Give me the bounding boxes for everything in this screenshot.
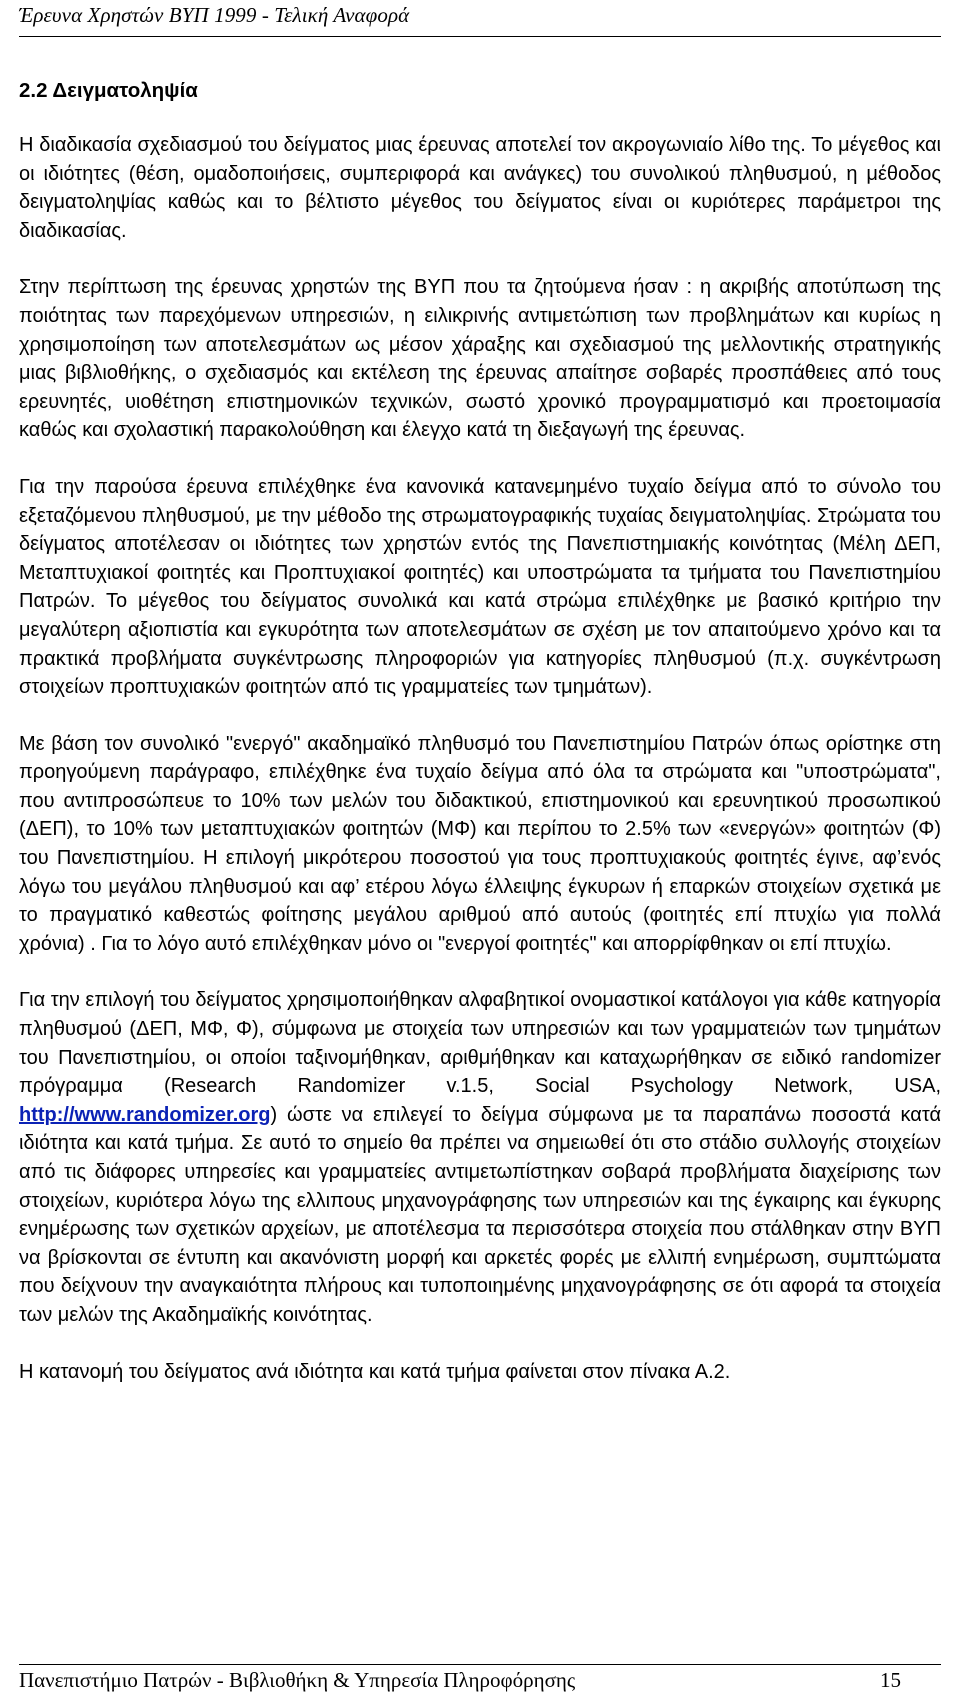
- paragraph-4: Με βάση τον συνολικό "ενεργό" ακαδημαϊκό πληθυσμό του Πανεπιστημίου Πατρών όπως ορίστηκε στη προηγούμενη παράγραφο, επιλέχθηκε ένα τυχαίο δείγμα από όλα τα στρώματα και "υποστρώματα", που αντιπροσώπευε το 10% των μελών του διδακτικού, επιστημονικού και ερευνητικού προσωπικού (ΔΕΠ), το 10% των μεταπτυχιακών φοιτητών (ΜΦ) και περίπου το 2.5% των «ενεργών» φοιτητών (Φ) του Πανεπιστημίου. Η επιλογή μικρότερου ποσοστού για τους προπτυχιακούς φοιτητές έγινε, αφ’ενός λόγω του μεγάλου πληθυσμού και αφ’ ετέρου λόγω έλλειψης έγκυρων ή επαρκών στοιχείων σχετικά με το πραγματικό καθεστώς φοίτησης μεγάλου αριθμού από αυτούς (φοιτητές επί πτυχίω για πολλά χρόνια) . Για το λόγο αυτό επιλέχθηκαν μόνο οι "ενεργοί φοιτητές" και απορρίφθηκαν οι επί πτυχίω.: [19, 732, 941, 955]
- paragraph-5: [19, 986, 941, 1329]
- page-number: 15: [880, 1668, 901, 1692]
- section-title: 2.2 Δειγματοληψία: [19, 79, 198, 102]
- paragraph-6: Η κατανομή του δείγματος ανά ιδιότητα και κατά τμήμα φαίνεται στον πίνακα Α.2.: [19, 1360, 731, 1383]
- randomizer-link[interactable]: http://www.randomizer.org: [19, 1103, 271, 1126]
- footer-text: Πανεπιστήμιο Πατρών - Βιβλιοθήκη & Υπηρεσία Πληροφόρησης: [19, 1668, 576, 1692]
- paragraph-2: Στην περίπτωση της έρευνας χρηστών της ΒΥΠ που τα ζητούμενα ήσαν : η ακριβής αποτύπωση της ποιότητας των παρεχόμενων υπηρεσιών, η ειλικρινής αντιμετώπιση των προβλημάτων και κυρίως η χρησιμοποίηση των αποτελεσμάτων ως μέσον χάραξης και σχεδιασμού της μελλοντικής στρατηγικής μιας βιβλιοθήκης, ο σχεδιασμός και εκτέλεση της έρευνας απαίτησε σοβαρές προσπάθειες από τους ερευνητές, υιοθέτηση επιστημονικών τεχνικών, σωστό χρονικό προγραμματισμό και προετοιμασία καθώς και σχολαστική παρακολούθηση και έλεγχο κατά τη διεξαγωγή της έρευνας.: [19, 276, 941, 442]
- page-content: [19, 77, 941, 1414]
- paragraph-3: Για την παρούσα έρευνα επιλέχθηκε ένα κανονικά κατανεμημένο τυχαίο δείγμα από το σύνολο του εξεταζόμενου πληθυσμού, με την μέθοδο της στρωματογραφικής τυχαίας δειγματοληψίας. Στρώματα του δείγματος αποτέλεσαν οι ιδιότητες των χρηστών εντός της Πανεπιστημιακής κοινότητας (Μέλη ΔΕΠ, Μεταπτυχιακοί φοιτητές και Προπτυχιακοί φοιτητές) και υποστρώματα τα τμήματα του Πανεπιστημίου Πατρών. Το μέγεθος του δείγματος συνολικά και κατά στρώμα επιλέχθηκε με βασικό κριτήριο την μεγαλύτερη αξιοπιστία και εγκυρότητα των αποτελεσμάτων σε σχέση με τον απαιτούμενο χρόνο και τα πρακτικά προβλήματα συγκέντρωσης πληροφοριών για κατηγορίες πληθυσμού (π.χ. συγκέντρωση στοιχείων προπτυχιακών φοιτητών από τις γραμματείες των τμημάτων).: [19, 475, 941, 699]
- paragraph-5-text-start: Για την επιλογή του δείγματος χρησιμοποιήθηκαν αλφαβητικοί ονομαστικοί κατάλογοι για κάθε κατηγορία πληθυσμού (ΔΕΠ, ΜΦ, Φ), σύμφωνα με στοιχεία των υπηρεσιών και των γραμματειών των τμημάτων του Πανεπιστημίου, οι οποίοι ταξινομήθηκαν, αριθμήθηκαν και καταχωρήθηκαν σε ειδικό randomizer πρόγραμμα (Research Randomizer v.1.5, Social Psychology Network, USA,: [19, 989, 941, 1098]
- paragraph-1: Η διαδικασία σχεδιασμού του δείγματος μιας έρευνας αποτελεί τον ακρογωνιαίο λίθο της. Το μέγεθος και οι ιδιότητες (θέση, ομαδοποιήσεις, συμπεριφορά και ανάγκες) του συνολικού πληθυσμού, η μέθοδος δειγματοληψίας καθώς και το βέλτιστο μέγεθος του δείγματος είναι οι κυριότερες παράμετροι της διαδικασίας.: [19, 134, 941, 242]
- header-title: Έρευνα Χρηστών ΒΥΠ 1999 - Τελική Αναφορά: [19, 3, 410, 27]
- page-footer: [19, 1664, 941, 1695]
- paragraph-5-text-end: ) ώστε να επιλεγεί το δείγμα σύμφωνα με τα παραπάνω ποσοστά κατά ιδιότητα και κατά τμήμα. Σε αυτό το σημείο θα πρέπει να σημειωθεί ότι στο στάδιο συλλογής στοιχείων από τις διάφορες υπηρεσίες και γραμματείες αντιμετωπίστηκαν σοβαρά προβλήματα διαχείρισης των στοιχείων, κυριότερα λόγω της ελλιπους μηχανογράφησης των υπηρεσιών και της έγκαιρης και έγκυρης ενημέρωσης των σχετικών αρχείων, με αποτέλεσμα τα περισσότερα στοιχεία που στάλθηκαν στην ΒΥΠ να βρίσκονται σε έντυπη και ακανόνιστη μορφή και αρκετές φορές με ελλιπή ενημέρωση, συμπτώματα που δείχνουν την αναγκαιότητα πλήρους και τυποποιημένης μηχανογράφησης σε ότι αφορά τα στοιχεία των μελών της Ακαδημαϊκής κοινότητας.: [19, 1103, 941, 1326]
- page-header: [19, 2, 941, 37]
